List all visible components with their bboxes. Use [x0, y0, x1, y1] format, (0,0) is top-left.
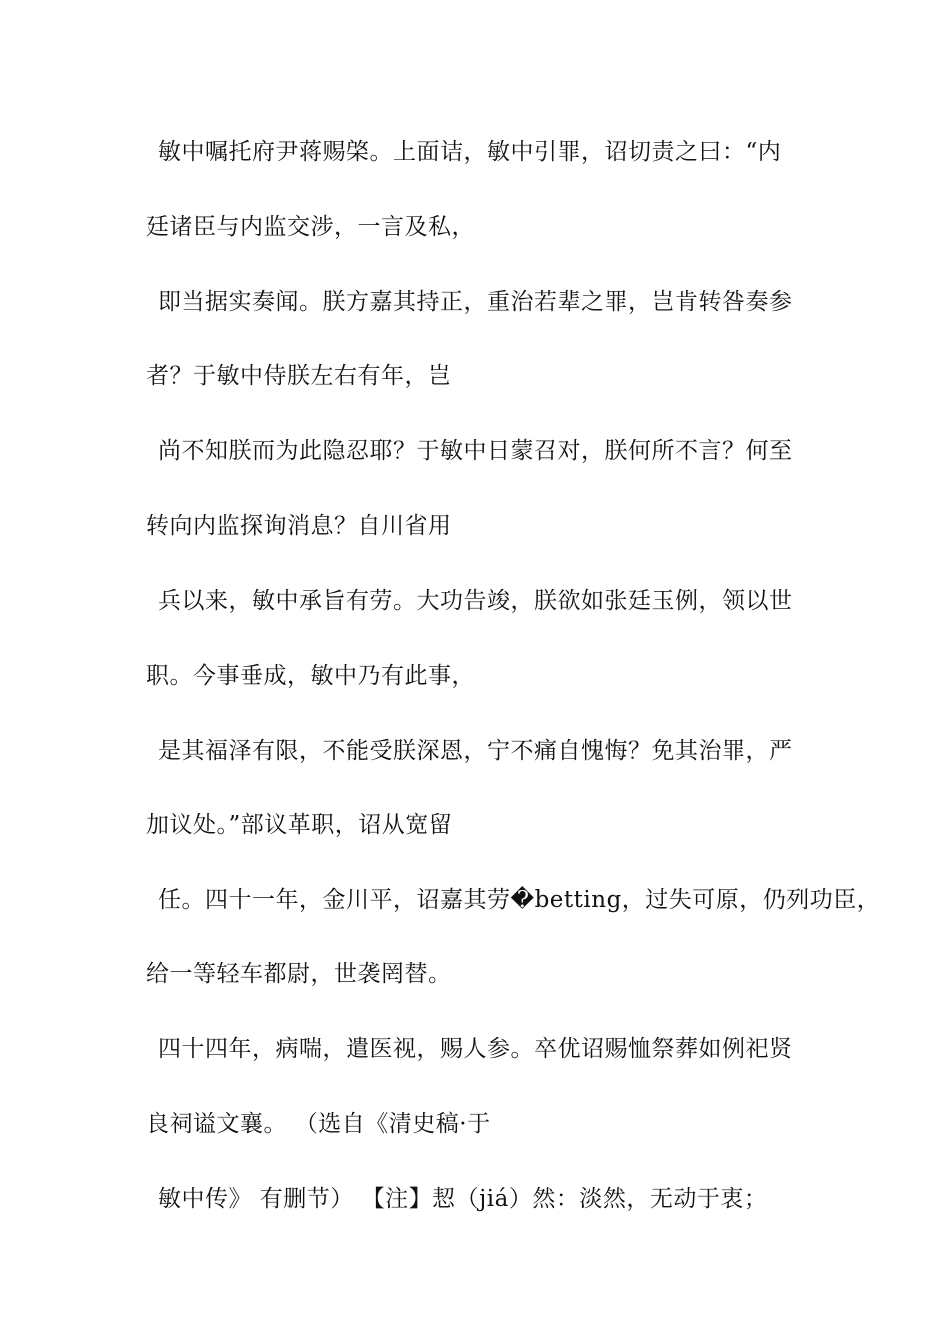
- text-line-5: 尚不知朕而为此隐忍耶？于敏中日蒙召对，朕何所不言？何至: [158, 438, 793, 464]
- text-line-4: 者？于敏中侍朕左右有年，岂: [146, 363, 452, 389]
- text-line-14: 良祠谥文襄。 （选自《清史稿·于: [146, 1111, 491, 1137]
- text-line-3: 即当据实奏闻。朕方嘉其持正，重治若辈之罪，岂肯转咎奏参: [158, 289, 793, 315]
- text-line-12: 给一等轻车都尉，世袭罔替。: [146, 961, 452, 987]
- text-line-8: 职。今事垂成，敏中乃有此事，: [146, 663, 475, 689]
- text-line-11: 任。四十一年，金川平，诏嘉其劳�betting，过失可原，仍列功臣，: [158, 887, 881, 913]
- text-line-7: 兵以来，敏中承旨有劳。大功告竣，朕欲如张廷玉例，领以世: [158, 588, 793, 614]
- text-line-10: 加议处。”部议革职，诏从宽留: [146, 812, 453, 838]
- text-line-6: 转向内监探询消息？自川省用: [146, 513, 452, 539]
- text-line-15: 敏中传》 有删节） 【注】恝（jiá）然：淡然，无动于衷；: [158, 1186, 768, 1212]
- text-line-9: 是其福泽有限，不能受朕深恩，宁不痛自愧悔？免其治罪，严: [158, 738, 793, 764]
- text-line-2: 廷诸臣与内监交涉，一言及私，: [146, 214, 475, 240]
- text-line-13: 四十四年，病喘，遣医视，赐人参。卒优诏赐恤祭葬如例祀贤: [158, 1036, 793, 1062]
- text-line-1: 敏中嘱托府尹蒋赐棨。上面诘，敏中引罪，诏切责之曰：“内: [158, 139, 782, 165]
